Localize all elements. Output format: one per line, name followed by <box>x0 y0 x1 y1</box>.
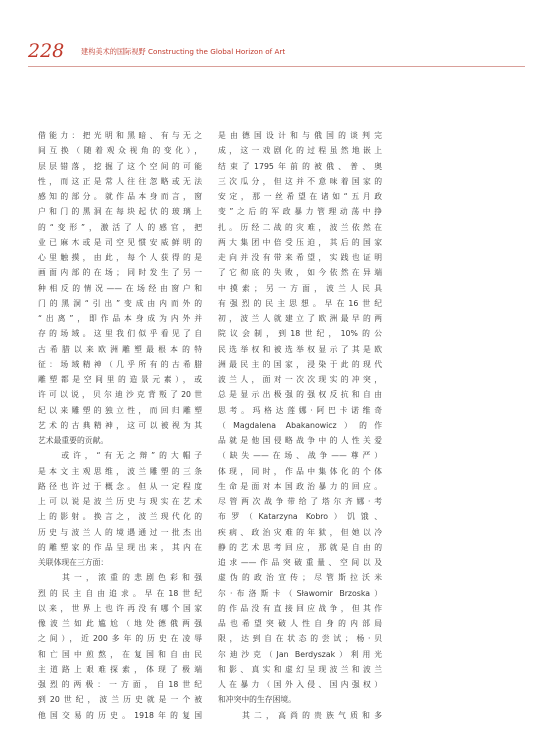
text-line: 尽管两次战争带给了塔尔齐娜·考 <box>218 497 382 506</box>
text-line: 人在暴力（国外入侵、国内强权） <box>218 680 382 689</box>
text-line: 的作品没有直接回应战争，但其作 <box>218 603 382 613</box>
text-line: 许可以说，贝尔迪沙克背叛了20世 <box>38 390 202 400</box>
text-line: 思考。玛格达莲娜·阿巴卡诺维奇 <box>218 405 382 415</box>
text-line: 其一，浓重的悲剧色彩和强 <box>38 573 202 583</box>
text-line: 像波兰如此尴尬（地处德俄两强 <box>38 619 202 628</box>
text-line: 门的黑洞“引出”变成由内而外的 <box>38 298 202 308</box>
text-line: 布罗（Katarzyna Kobro）饥饿、 <box>218 512 382 522</box>
text-line: （缺失——在场、战争——尊严） <box>218 451 382 461</box>
text-line: 路径也许过于概念。但从一定程度 <box>38 481 202 491</box>
text-line: 扎。历经二战的灾难，波兰依然在 <box>218 222 382 232</box>
text-line: 限，达到自在状态的尝试；杨·贝 <box>218 634 382 644</box>
text-line: 他国交易的历史。1918年的复国 <box>38 710 202 720</box>
text-line: 户和门的黑洞在每块起伏的玻璃上 <box>38 207 202 217</box>
text-line: 疾病、政治灾难的年狱，但她以冷 <box>218 527 382 537</box>
text-line: 上可以说是波兰历史与现实在艺术 <box>38 497 202 506</box>
text-line: “出离”，即作品本身成为内外并 <box>38 314 202 323</box>
text-line: 和冲突中的生存困境。 <box>218 695 296 705</box>
text-line: 之间），近200多年的历史在凌辱 <box>38 634 202 644</box>
text-line: 走向并没有带来希望，实践也证明 <box>218 253 382 262</box>
text-line: 是本文主观思维，波兰雕塑的三条 <box>38 466 202 476</box>
page-header <box>28 40 528 64</box>
running-title: 建构美术的国际视野 Constructing the Global Horizon of Art <box>81 47 286 56</box>
text-line: 虚伪的政治宣传；尽管斯拉沃米 <box>218 573 382 583</box>
text-line: 主道路上艰难探索，体现了极端 <box>38 664 202 674</box>
text-line: 是由德国设计和与俄国的谈判完 <box>218 131 382 140</box>
text-line: 品也希望突破人性自身的内部局 <box>218 619 382 628</box>
text-line: 初，波兰人就建立了欧洲最早的两 <box>218 314 382 323</box>
text-line: 层层错落，挖掘了这个空间的可能 <box>38 161 202 171</box>
header-rule <box>28 66 525 67</box>
text-line: 业已麻木或是司空见惯安威鲜明的 <box>38 237 202 247</box>
text-line: 体现，同时，作品中集体化的个体 <box>218 466 382 476</box>
text-line: 三次瓜分，但这并不意味着国家的 <box>218 176 382 186</box>
text-line: 以来，世界上也许再没有哪个国家 <box>38 603 202 613</box>
text-line: 追求——作品突破重量、空间以及 <box>218 558 382 567</box>
text-line: 关联体现在三方面： <box>38 558 109 567</box>
text-line: 两大集团中倍受压迫，其后的国家 <box>218 237 382 247</box>
text-line: 古希腊以来欧洲雕塑最根本的特 <box>38 344 202 354</box>
text-line: 上的影射。换言之，波兰现代化的 <box>38 512 202 522</box>
text-line: 感知的部分。就作品本身而言，窗 <box>38 192 202 201</box>
text-line: 有强烈的民主思想。早在16世纪 <box>218 298 382 308</box>
text-line: 的雕塑家的作品呈现出来，其内在 <box>38 542 202 552</box>
right-text-column <box>218 128 382 723</box>
left-text-column <box>38 128 202 723</box>
text-line: 洲最民主的国家，浸染于此的现代 <box>218 359 382 369</box>
text-line: 民选举权和被选举权显示了其是欧 <box>218 344 382 354</box>
text-line: 结束了1795年前的被俄、普、奥 <box>218 161 382 171</box>
text-line: 静的艺术思考回应，那就是自由的 <box>218 542 382 552</box>
text-line: 画面内部的在场；同时发生了另一 <box>38 268 202 278</box>
text-line: 和亡国中煎熬，在复国和自由民 <box>38 649 202 659</box>
text-line: 或许，“有无之辩”的大帽子 <box>38 451 202 461</box>
text-line: 总是显示出极强的强权反抗和自由 <box>218 390 382 400</box>
text-line: 征：场域精神（几乎所有的古希腊 <box>38 359 202 369</box>
text-line: 艺术的古典精神，这可以被视为其 <box>38 420 202 430</box>
text-line: 和影、真实和虚幻呈现波兰和波兰 <box>218 664 382 674</box>
text-line: 了它彻底的失败，如今依然在异端 <box>218 268 382 278</box>
text-line: 雕塑都是空间里的造景元素），或 <box>38 375 202 384</box>
text-line: 的“变形”，激活了人的感官，把 <box>38 222 202 232</box>
text-line: 变”之后的军政暴力管理动荡中挣 <box>218 207 382 217</box>
text-line: 波兰人，面对一次次现实的冲突， <box>218 375 382 384</box>
text-line: 强烈的两极：一方面，自18世纪 <box>38 680 202 689</box>
text-line: 纪以来雕塑的独立性，而回归雕塑 <box>38 405 202 415</box>
text-line: 尔迪沙克（Jan Berdyszak）利用光 <box>218 649 382 659</box>
text-line: （Magdalena Abakanowicz）的作 <box>218 420 382 430</box>
text-line: 间互换（随着观众视角的变化）， <box>38 146 202 156</box>
page-number: 228 <box>28 40 65 62</box>
text-line: 借能力：把光明和黑暗、有与无之 <box>38 131 202 140</box>
text-line: 存的场域。这里我们似乎看见了自 <box>38 329 202 339</box>
text-line: 品就是他国侵略战争中的人性关爱 <box>218 436 382 445</box>
text-line: 院议会制，到18世纪，10%的公 <box>218 329 382 339</box>
text-line: 到20世纪，波兰历史就是一个被 <box>38 695 202 705</box>
text-line: 性，而这正是常人往往忽略或无法 <box>38 176 202 186</box>
text-line: 安定，那一丝希望在诸如“五月政 <box>218 192 382 201</box>
text-line: 艺术最重要的贡献。 <box>38 436 109 445</box>
text-line: 历史与波兰人的境遇通过一批杰出 <box>38 527 202 537</box>
text-line: 成，这一戏剧化的过程虽然地嵌上 <box>218 146 382 156</box>
text-line: 烈的民主自由追求。早在18世纪 <box>38 588 202 598</box>
text-line: 其二，高尚的贵族气质和多 <box>218 710 382 720</box>
text-line: 心里触摸，由此，每个人获得的是 <box>38 253 202 262</box>
text-line: 尔·布洛斯卡（Sławomir Brzoska） <box>218 588 382 598</box>
text-line: 种相反的情况——在场经由窗户和 <box>38 283 202 293</box>
text-line: 生命是面对本国政治暴力的回应。 <box>218 481 382 491</box>
text-line: 中摸索；另一方面，波兰人民具 <box>218 283 382 293</box>
